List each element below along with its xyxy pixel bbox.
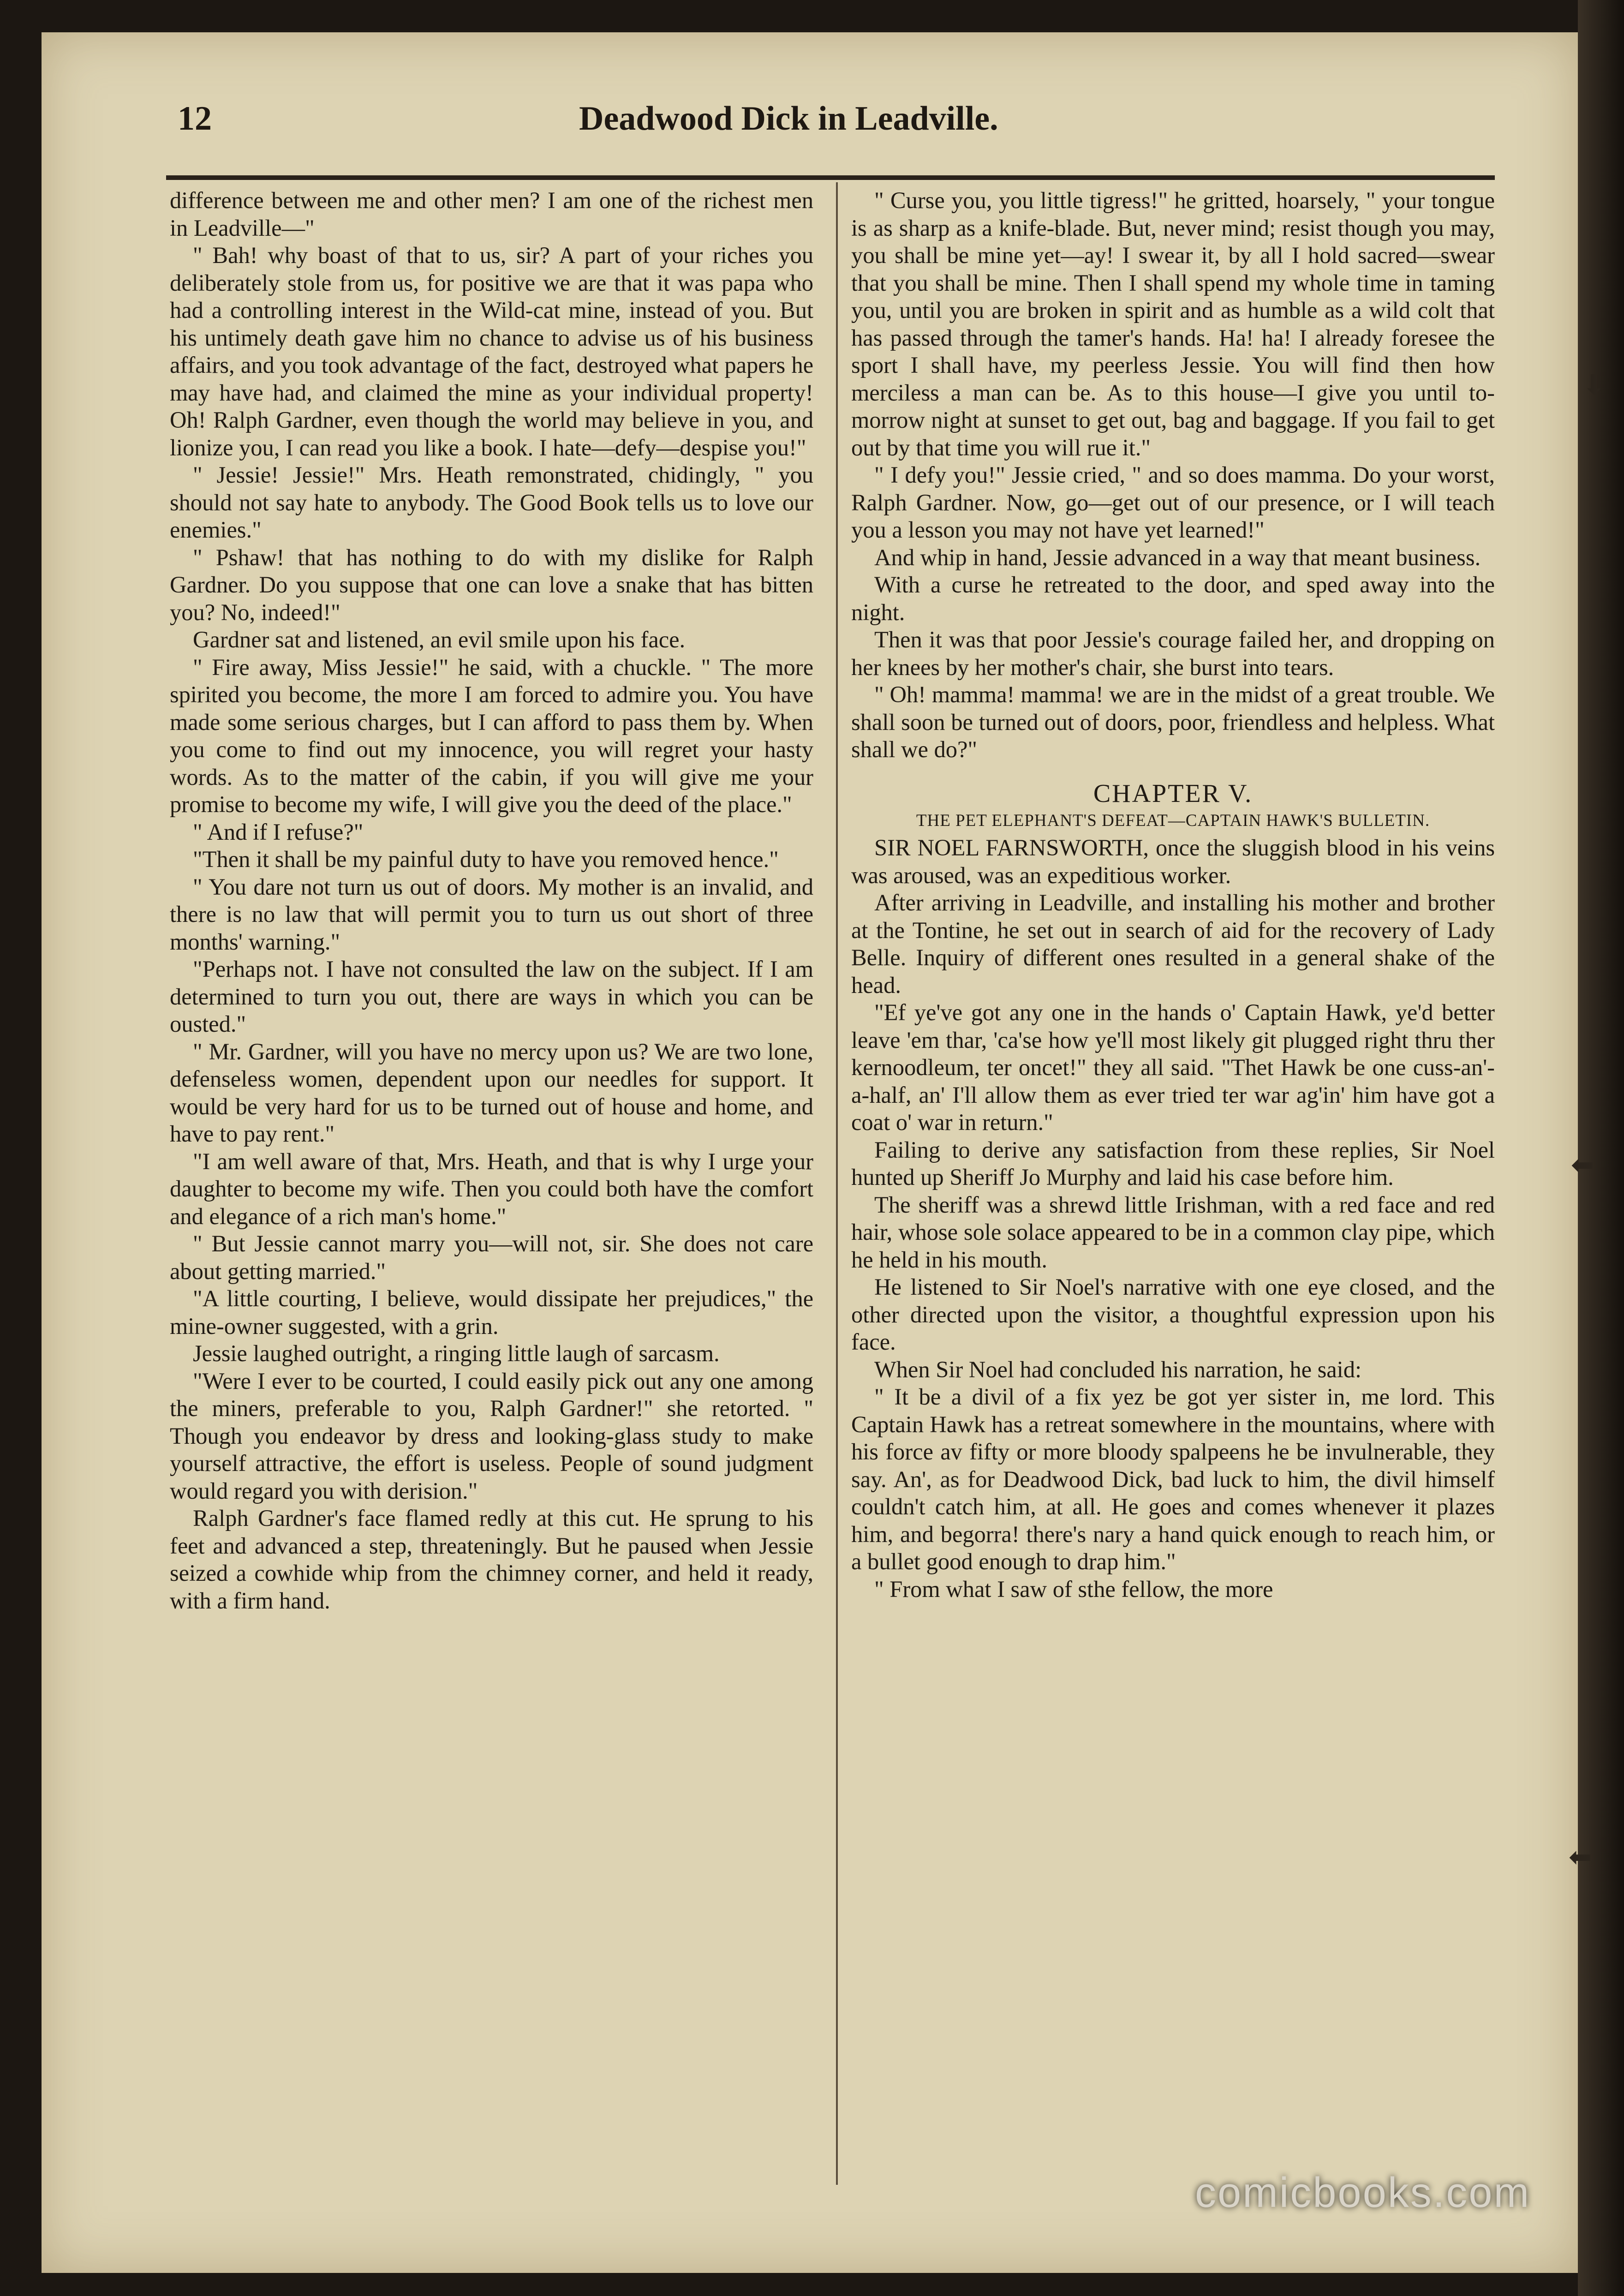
- paragraph: " Oh! mamma! mamma! we are in the midst of a great trouble. We shall soon be turned out of doors, poor, friendless and helpless. What shall we do?": [851, 682, 1495, 762]
- paragraph: When Sir Noel had concluded his narration, he said:: [874, 1356, 1361, 1382]
- paragraph: "I am well aware of that, Mrs. Heath, and that is why I urge your daughter to become my wife. Then you could both have the comfort and elegance of a rich man's home.": [170, 1148, 813, 1229]
- header-rule: [166, 175, 1495, 180]
- chapter-title: CHAPTER V.: [1093, 779, 1253, 808]
- paragraph: Then it was that poor Jessie's courage failed her, and dropping on her knees by her mother's chair, she burst into tears.: [851, 627, 1495, 680]
- margin-mark-arrow-icon: ⬅: [1571, 1149, 1594, 1181]
- paragraph: "Perhaps not. I have not consulted the law on the subject. If I am determined to turn you out, there are ways in which you can be ousted.": [170, 956, 813, 1037]
- paragraph: " Fire away, Miss Jessie!" he said, with a chuckle. " The more spirited you become, the more I am forced to admire you. You have made some serious charges, but I can afford to pass them by. When you come to find out my innocence, you will regret your hasty words. As to the matter of the cabin, if you will give me your promise to become my wife, I will give you the deed of the place.": [170, 654, 813, 817]
- paragraph: "A little courting, I believe, would dissipate her prejudices," the mine-owner suggested, with a grin.: [170, 1286, 813, 1339]
- paragraph: "Were I ever to be courted, I could easily pick out any one among the miners, preferable to you, Ralph Gardner!" she retorted. " Though you endeavor by dress and looking-glass study to make yourself attractive, the effort is useless. People of sound judgment would regard you with derision.": [170, 1368, 813, 1504]
- paragraph: " It be a divil of a fix yez be got yer sister in, me lord. This Captain Hawk has a retreat somewhere in the mountains, where with his force av fifty or more bloody spalpeens he be invulnerable, they say. An', as for Deadwood Dick, bad luck to him, the divil himself couldn't catch him, at all. He goes and comes whenever it plazes him, and begorra! there's nary a hand quick enough to reach him, or a bullet good enough to drap him.": [851, 1384, 1495, 1574]
- left-column: [170, 187, 813, 2189]
- paragraph: " Mr. Gardner, will you have no mercy upon us? We are two lone, defenseless women, dependent upon our needles for support. It would be very hard for us to be turned out of house and home, and have to pay rent.": [170, 1038, 813, 1147]
- paragraph: " And if I refuse?": [193, 819, 364, 845]
- paragraph: With a curse he retreated to the door, and sped away into the night.: [851, 572, 1495, 625]
- paragraph: " Jessie! Jessie!" Mrs. Heath remonstrated, chidingly, " you should not say hate to anybody. The Good Book tells us to love our enemies.": [170, 462, 813, 543]
- column-divider: [836, 182, 838, 2185]
- paragraph: After arriving in Leadville, and installing his mother and brother at the Tontine, he set out in search of aid for the recovery of Lady Belle. Inquiry of different ones resulted in a general shake of the head.: [851, 890, 1495, 998]
- book-spine-edge: [1578, 0, 1624, 2296]
- paragraph: " But Jessie cannot marry you—will not, sir. She does not care about getting married.": [170, 1231, 813, 1284]
- running-title: Deadwood Dick in Leadville.: [579, 100, 998, 138]
- paragraph: Failing to derive any satisfaction from these replies, Sir Noel hunted up Sheriff Jo Murphy and laid his case before him.: [851, 1136, 1495, 1190]
- watermark: comicbooks.com: [1195, 2169, 1531, 2216]
- paragraph: difference between me and other men? I am one of the richest men in Leadville—": [170, 187, 813, 241]
- paragraph: SIR NOEL FARNSWORTH, once the sluggish blood in his veins was aroused, was an expeditious worker.: [851, 835, 1495, 888]
- paragraph: Jessie laughed outright, a ringing little laugh of sarcasm.: [193, 1340, 720, 1366]
- paragraph: The sheriff was a shrewd little Irishman, with a red face and red hair, whose sole solace appeared to be in a common clay pipe, which he held in his mouth.: [851, 1191, 1495, 1273]
- paragraph: And whip in hand, Jessie advanced in a way that meant business.: [874, 544, 1481, 570]
- right-column-text-before-chapter: [851, 187, 1495, 764]
- margin-mark-arrow-icon: ⬇: [1582, 369, 1606, 401]
- paragraph: Ralph Gardner's face flamed redly at this cut. He sprung to his feet and advanced a step, threateningly. But he paused when Jessie seized a cowhide whip from the chimney corner, and held it ready, with a firm hand.: [170, 1505, 813, 1614]
- right-column-text-after-chapter: [851, 834, 1495, 1603]
- paragraph: " Bah! why boast of that to us, sir? A part of your riches you deliberately stole from us, for positive we are that it was papa who had a controlling interest in the Wild-cat mine, instead of you. But his untimely death gave him no chance to advise us of his business affairs, and you took advantage of the fact, destroyed what papers he may have had, and claimed the mine as your individual property! Oh! Ralph Gardner, even though the world may believe in you, and lionize you, I can read you like a book. I hate—defy—despise you!": [170, 242, 813, 460]
- paragraph: "Ef ye've got any one in the hands o' Captain Hawk, ye'd better leave 'em thar, 'ca'se how ye'll most likely git plugged right thru ther kernoodleum, ter oncet!" they all said. "Thet Hawk be one cuss-an'-a-half, an' I'll allow them as ever tried ter war ag'in' him have got a coat o' war in return.": [851, 999, 1495, 1135]
- margin-mark-arrow-icon: ⬅: [1569, 1841, 1592, 1873]
- paragraph: Gardner sat and listened, an evil smile upon his face.: [193, 627, 686, 652]
- paragraph: " Pshaw! that has nothing to do with my dislike for Ralph Gardner. Do you suppose that one can love a snake that has bitten you? No, indeed!": [170, 544, 813, 625]
- paragraph: " Curse you, you little tigress!" he gritted, hoarsely, " your tongue is as sharp as a knife-blade. But, never mind; resist though you may, you shall be mine yet—ay! I swear it, by all I hold sacred—swear that you shall be mine. Then I shall spend my whole time in taming you, until you are broken in spirit and as humble as a wild colt that has passed through the tamer's hands. Ha! ha! I already foresee the sport I shall have, my peerless Jessie. You will find then how merciless a man can be. As to this house—I give you until to-morrow night at sunset to get out, bag and baggage. If you fail to get out by that time you will rue it.": [851, 187, 1495, 460]
- right-column: [851, 187, 1495, 2189]
- paragraph: He listened to Sir Noel's narrative with one eye closed, and the other directed upon the visitor, a thoughtful expression upon his face.: [851, 1274, 1495, 1355]
- paragraph: "Then it shall be my painful duty to have you removed hence.": [193, 846, 779, 872]
- chapter-subtitle: THE PET ELEPHANT'S DEFEAT—CAPTAIN HAWK'S BULLETIN.: [916, 811, 1430, 830]
- paragraph: " I defy you!" Jessie cried, " and so does mamma. Do your worst, Ralph Gardner. Now, go—get out of our presence, or I will teach you a lesson you may not have yet learned!": [851, 462, 1495, 543]
- page-header: [118, 99, 1525, 155]
- page-number: 12: [178, 100, 212, 138]
- paragraph: " You dare not turn us out of doors. My mother is an invalid, and there is no law that will permit you to turn us out short of three months' warning.": [170, 873, 813, 955]
- paragraph: " From what I saw of sthe fellow, the more: [874, 1576, 1273, 1602]
